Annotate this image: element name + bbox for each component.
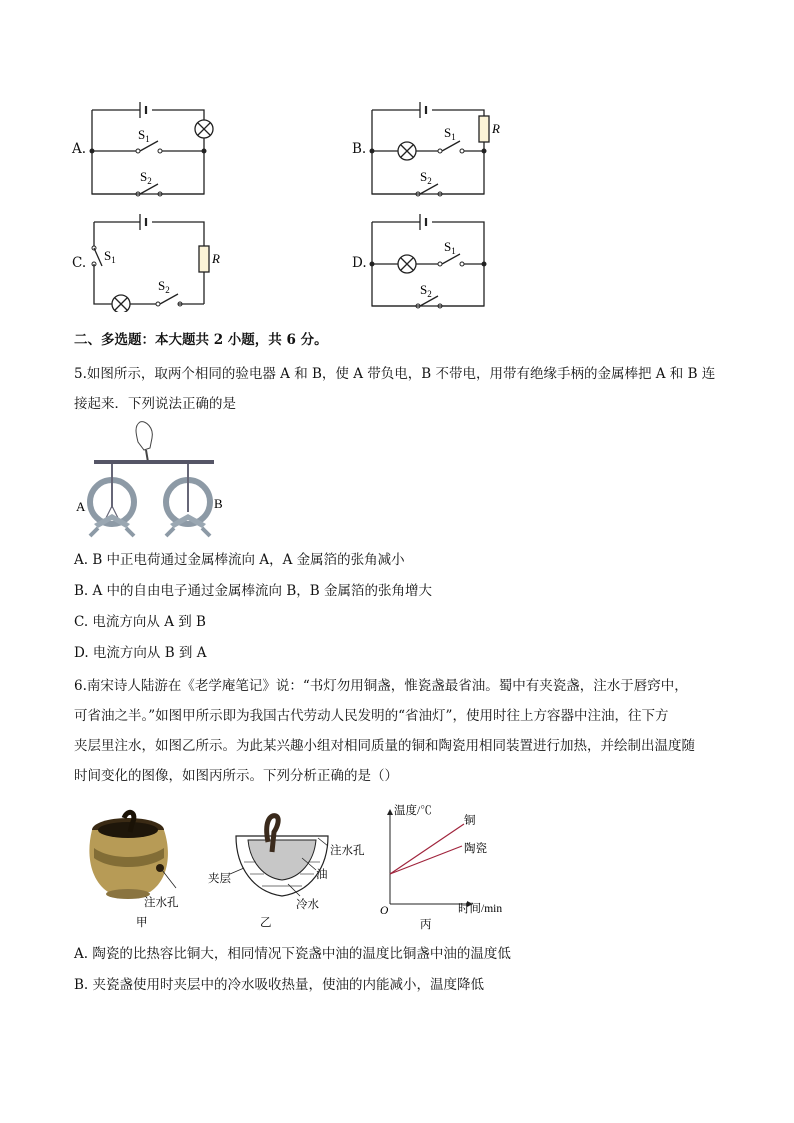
svg-text:S1: $S_1$	[138, 127, 150, 144]
jia-hole-label: 注水孔	[144, 897, 179, 909]
yi-layer-label: 夹层	[208, 873, 231, 885]
yi-hole-label: 注水孔	[330, 845, 365, 857]
copper-series-label: 铜	[464, 815, 476, 827]
temperature-time-graph	[376, 800, 526, 934]
option-a-label: A.	[72, 141, 87, 157]
circuit-diagram-b	[364, 96, 514, 200]
option-c-label: C.	[72, 255, 87, 271]
yi-oil-label: 油	[316, 869, 328, 881]
oil-lamp-photo	[80, 808, 200, 930]
q6-stem-line-2: 可省油之半。”如图甲所示即为我国古代劳动人民发明的“省油灯”，使用时往上方容器中注油，往下方	[74, 708, 669, 724]
svg-text:S2: $S_2$	[420, 282, 432, 299]
electroscope-a-label: A	[76, 499, 86, 514]
svg-text:R: R	[212, 251, 220, 266]
s1-label: S	[138, 127, 146, 142]
graph-ylabel: 温度/℃	[394, 805, 432, 817]
svg-text:S1: $S_1$	[444, 125, 456, 142]
svg-text:R: R	[492, 121, 500, 136]
q5-option-c: C. 电流方向从 A 到 B	[74, 614, 206, 630]
circuit-diagram-d	[364, 208, 504, 312]
q6-option-b: B. 夹瓷盏使用时夹层中的冷水吸收热量，使油的内能减小，温度降低	[74, 977, 485, 993]
circuit-diagram-a	[84, 96, 224, 200]
svg-text:S2: $S_2$	[158, 278, 170, 295]
q5-option-a: A. B 中正电荷通过金属棒流向 A，A 金属箔的张角减小	[74, 552, 405, 568]
graph-origin: O	[380, 905, 389, 917]
q6-stem-line-3: 夹层里注水，如图乙所示。为此某兴趣小组对相同质量的铜和陶瓷用相同装置进行加热，并绘制出温度随	[74, 738, 695, 754]
svg-text:S1: $S_1$	[444, 239, 456, 256]
q6-option-a: A. 陶瓷的比热容比铜大，相同情况下瓷盏中油的温度比铜盏中油的温度低	[74, 946, 511, 962]
q5-stem-line-1: 5.如图所示，取两个相同的验电器 A 和 B，使 A 带负电，B 不带电，用带有绝缘手柄的金属棒把 A 和 B 连	[74, 366, 716, 382]
option-d-label: D.	[352, 255, 367, 271]
graph-xlabel: 时间/min	[458, 903, 503, 915]
bing-caption: 丙	[420, 919, 432, 931]
q5-stem-line-2: 接起来．下列说法正确的是	[74, 396, 236, 412]
yi-water-label: 冷水	[296, 899, 319, 911]
yi-caption: 乙	[260, 917, 272, 929]
svg-text:S1: $S_1$	[104, 248, 116, 265]
svg-text:S2: $S_2$	[420, 169, 432, 186]
s2-label: S	[140, 169, 148, 184]
electroscope-figure	[72, 420, 232, 542]
option-b-label: B.	[352, 141, 367, 157]
lamp-cross-section	[204, 812, 374, 934]
jia-caption: 甲	[136, 917, 148, 929]
circuit-diagram-c	[84, 208, 224, 312]
q5-option-b: B. A 中的自由电子通过金属棒流向 B，B 金属箔的张角增大	[74, 583, 432, 599]
section-heading: 二、多选题：本大题共 2 小题，共 6 分。	[74, 332, 328, 348]
ceramic-series-label: 陶瓷	[464, 843, 487, 855]
q6-stem-line-1: 6.南宋诗人陆游在《老学庵笔记》说：“书灯勿用铜盏，惟瓷盏最省油。蜀中有夹瓷盏，注水于唇窍中，	[74, 678, 688, 694]
svg-text:S2: $S_2$	[140, 169, 152, 186]
q5-option-d: D. 电流方向从 B 到 A	[74, 645, 207, 661]
electroscope-b-label: B	[214, 496, 223, 511]
q6-stem-line-4: 时间变化的图像，如图丙所示。下列分析正确的是（）	[74, 768, 398, 784]
